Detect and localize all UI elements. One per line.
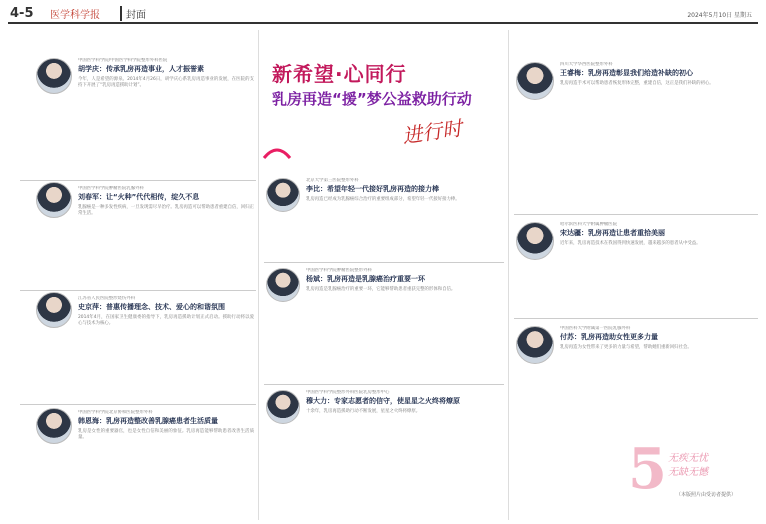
- article-title: 李比：希望年轻一代接好乳房再造的接力棒: [306, 185, 439, 194]
- banner-calligraphy: 进行时: [400, 115, 464, 149]
- date-info: 2024年5月10日 星期五: [687, 12, 752, 19]
- article-body: 乳房再造已经成为乳腺癌综合治疗的重要组成部分，希望年轻一代接好接力棒。: [306, 197, 460, 203]
- paper-logo: 医学科学报: [50, 10, 100, 21]
- article-title: 杨斌：乳房再造是乳腺癌治疗重要一环: [306, 275, 425, 284]
- divider: [20, 180, 256, 181]
- column-divider: [508, 30, 509, 520]
- article-title: 韩恩海：乳房再造整改善乳腺癌患者生活质量: [78, 417, 218, 426]
- photo-credit: （本版照片由受访者提供）: [676, 492, 737, 498]
- portrait-photo: [36, 408, 72, 444]
- article-kicker: 中国医学科学院肿瘤医院整形外科: [306, 268, 372, 273]
- article-kicker: 四川大学华西医院整形外科: [560, 62, 613, 67]
- portrait-photo: [516, 326, 554, 364]
- article-body: 今年，人是希望的源泉。2014年4月26日，胡学庆心系乳房再造事业的发展，在医院的支持下开展了“乳房再造援助计划”。: [78, 77, 254, 89]
- portrait-photo: [516, 62, 554, 100]
- divider: [514, 214, 758, 215]
- divider: [514, 318, 758, 319]
- page-header: [0, 0, 766, 30]
- article-title: 史京萍：普惠传播理念、技术、爱心的和谐氛围: [78, 303, 225, 312]
- slogan-line-2: 无缺无憾: [668, 467, 708, 478]
- article-title: 王睿梅：乳房再造彰显我们给造补缺的初心: [560, 69, 693, 78]
- article-kicker: 江苏省人民医院整形烧伤外科: [78, 296, 136, 301]
- article-body: 十余年，乳房再造援助行动不断发展，星星之火终将燎原。: [306, 409, 421, 415]
- article-title: 付苏：乳房再造助女性更多力量: [560, 333, 658, 342]
- article-body: 近年来，乳房再造技术在我国得到快速发展，越来越多的患者从中受益。: [560, 241, 701, 247]
- header-rule: [8, 22, 758, 24]
- article-body: 2014年4月，在国家卫生健康委的指导下，乳房再造援助计划正式启动。援助行动将以爱心与技术为核心。: [78, 315, 254, 327]
- portrait-photo: [266, 268, 300, 302]
- portrait-photo: [36, 58, 72, 94]
- divider: [20, 290, 256, 291]
- slogan-line-1: 无疾无忧: [668, 453, 708, 464]
- article-liu: [78, 186, 254, 286]
- slogan: [668, 452, 708, 480]
- feature-banner: [262, 58, 502, 168]
- article-fu: [560, 326, 756, 430]
- banner-subtitle: 乳房再造“援”梦公益救助行动: [272, 90, 472, 108]
- divider: [264, 262, 504, 263]
- portrait-photo: [36, 182, 72, 218]
- divider: [20, 404, 256, 405]
- article-kicker: 中国医科大学附属第一医院乳腺外科: [560, 326, 631, 331]
- article-body: 乳房再造为女性带来了更多的力量与希望，帮助她们重新回归社会。: [560, 345, 692, 351]
- article-kicker: 中国医学科学院北京协和医院整形外科: [78, 410, 153, 415]
- article-kicker: 哈尔滨医科大学附属肿瘤医院: [560, 222, 618, 227]
- portrait-photo: [516, 222, 554, 260]
- article-kicker: 中国医学科学院肿瘤医院乳腺外科: [78, 186, 144, 191]
- portrait-photo: [266, 390, 300, 424]
- article-kicker: 北京大学第三医院整形外科: [306, 178, 359, 183]
- page-number: 4-5: [10, 6, 34, 21]
- article-song: [560, 222, 756, 316]
- article-title: 胡学庆：传承乳房再造事业，人才振誉素: [78, 65, 204, 74]
- banner-title: 新希望·心同行: [272, 62, 407, 86]
- portrait-photo: [36, 292, 72, 328]
- article-kicker: 中国医学科学院整形外科医院乳房整形中心: [306, 390, 390, 395]
- article-han: [78, 410, 254, 514]
- article-wang: [560, 62, 756, 212]
- article-title: 刘春军：让“火种”代代相传，绽久不息: [78, 193, 200, 202]
- article-li: [306, 178, 502, 258]
- article-kicker: 中国医学科学院/中国医学科学院整形外科医院: [78, 58, 168, 63]
- divider: [264, 384, 504, 385]
- column-divider: [258, 30, 259, 520]
- article-title: 穆大力：专家志愿者的信守，使星星之火终将燎原: [306, 397, 460, 406]
- article-hu: [78, 58, 254, 178]
- article-body: 乳房是女性的重要器官，也是女性自信和美丽的象征。乳房再造能够帮助患者改善生活质量。: [78, 429, 254, 441]
- article-body: 乳房再造是乳腺癌治疗的重要一环，它能够帮助患者重获完整的形体和自信。: [306, 287, 456, 293]
- article-mu: [306, 390, 502, 514]
- section-tag: 封面: [120, 6, 146, 21]
- pink-ribbon-icon: [262, 146, 292, 160]
- article-title: 宋达疆：乳房再造让患者重拾美丽: [560, 229, 665, 238]
- article-yang: [306, 268, 502, 380]
- article-shi: [78, 296, 254, 400]
- portrait-photo: [266, 178, 300, 212]
- article-body: 乳腺癌是一种多发性疾病，一旦发现需尽早治疗。乳房再造可以帮助患者重建自信，回归正常生活。: [78, 205, 254, 217]
- big-number-five: 5: [628, 436, 667, 502]
- article-body: 乳房再造手术可以帮助患者恢复形体完整，重建自信，这正是我们补缺的初心。: [560, 81, 714, 87]
